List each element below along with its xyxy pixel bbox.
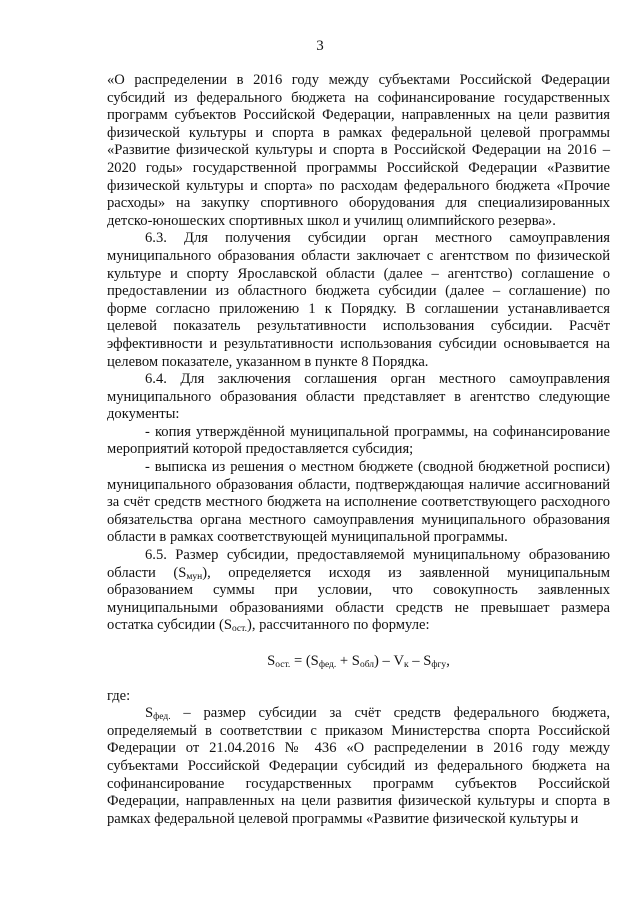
formula-s: S <box>267 653 276 669</box>
formula-minus: – S <box>408 653 432 669</box>
def-s: S <box>145 705 154 722</box>
paragraph-continuation: «О распределении в 2016 году между субъектами Российской Федерации субсидий из федерального бюджета на софинансирование государственных программ субъектов Российской Федерации, направленных на цели развития физической культуры и спорта в рамках федеральной целевой программы «Развитие физической культуры и спорта в Российской Федерации на 2016 – 2020 годы» государственной программы Российской Федерации «Развитие физической культуры и спорта» по расходам федерального бюджета «Прочие расходы» на закупку спортивного оборудования для специализированных детско-юношеских спортивных школ и училищ олимпийского резерва». <box>107 72 610 229</box>
formula-sub-obl: обл <box>359 660 375 670</box>
def-text: – размер субсидии за счёт средств федерального бюджета, определяемый в соответствии с приказом Министерства спорта Российской Федерации от 21.04.2016 № 436 «О распределении в 2016 году между субъектами Российской Федерации субсидий из федерального бюджета на софинансирование государственных программ субъектов Российской Федерации, направленных на цели развития физической культуры и спорта в рамках федеральной целевой программы «Развитие физической культуры и <box>107 705 610 827</box>
p65-sub-mun: мун <box>186 571 203 582</box>
p65-text-c: ), рассчитанного по формуле: <box>246 617 430 634</box>
paragraph-6-5 <box>107 547 610 635</box>
paragraph-6-4: 6.4. Для заключения соглашения орган местного самоуправления муниципального образования области представляет в агентство следующие документы: <box>107 371 610 423</box>
p65-sub-ost: ост. <box>231 624 247 635</box>
formula-sub-fed: фед. <box>318 660 337 670</box>
formula-eq: = (S <box>290 653 319 669</box>
formula-plus: + S <box>336 653 360 669</box>
definition-s-fed <box>107 705 610 828</box>
page-number: 3 <box>316 38 324 54</box>
list-item-program-copy: - копия утверждённой муниципальной программы, на софинансирование мероприятий которой предоставляется субсидия; <box>107 423 610 458</box>
document-body <box>107 72 610 828</box>
p65-text-a: 6.5. Размер субсидии, предоставляемой муниципальному образованию области (S <box>107 547 610 581</box>
list-item-budget-extract: - выписка из решения о местном бюджете (сводной бюджетной росписи) муниципального образования области, подтверждающая наличие ассигнований за счёт средств местного бюджета на исполнение соответствующего расходного обязательства органа местного самоуправления муниципального образования области в рамках соответствующей муниципальной программы. <box>107 459 610 546</box>
formula-close: ) – V <box>374 653 405 669</box>
formula-sub-fgu: фгу <box>431 660 447 670</box>
formula-sub-ost: ост. <box>275 660 291 670</box>
subsidy-formula <box>107 653 610 671</box>
paragraph-6-3: 6.3. Для получения субсидии орган местного самоуправления муниципального образования области заключает с агентством по физической культуре и спорту Ярославской области (далее – агентство) соглашение о предоставлении из областного бюджета субсидии (далее – соглашение) по форме согласно приложению 1 к Порядку. В соглашении устанавливается целевой показатель результативности использования субсидии. Расчёт эффективности и результативности использования субсидии основывается на целевом показателе, указанном в пункте 8 Порядка. <box>107 230 610 370</box>
where-label: где: <box>107 687 131 704</box>
formula-sub-k: к <box>404 660 409 670</box>
formula-tail: , <box>446 653 450 669</box>
def-sub-fed: фед. <box>153 712 171 723</box>
p65-text-b: ), определяется исходя из заявленной муниципальным образованием суммы при условии, что совокупность заявленных муниципальными образованиями области средств не превышает размера остатка субсидии (S <box>107 564 610 634</box>
